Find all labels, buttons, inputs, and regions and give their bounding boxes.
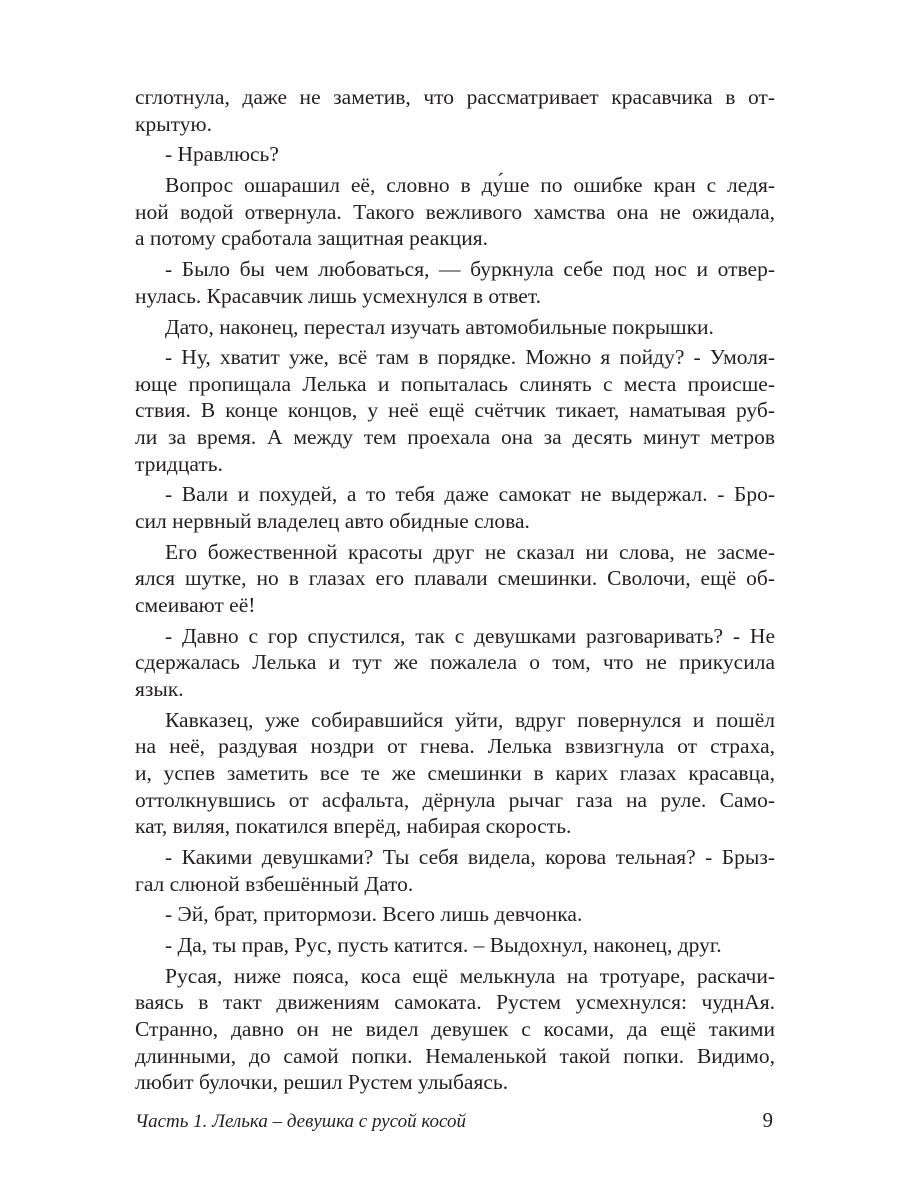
paragraph (135, 344, 775, 477)
text-line: Вопрос ошарашил её, словно в ду́ше по ошибке кран с ледя- (165, 173, 775, 198)
text-line: язык. (135, 676, 184, 701)
text-line: Кавказец, уже собиравшийся уйти, вдруг повернулся и пошёл (165, 707, 775, 732)
text-line: а потому сработала защитная реакция. (135, 226, 488, 251)
paragraph (135, 932, 775, 959)
paragraph (135, 963, 775, 1096)
paragraph (135, 844, 775, 897)
text-line: - Вали и похудей, а то тебя даже самокат не выдержал. - Бро- (165, 482, 775, 507)
text-line: и, успев заметить все те же смешинки в карих глазах красавца, (135, 760, 775, 785)
text-line: юще пропищала Лелька и попыталась слинять с места происше- (135, 371, 775, 396)
text-line: смеивают её! (135, 593, 256, 617)
text-line: нулась. Красавчик лишь усмехнулся в ответ. (135, 283, 541, 308)
text-line: - Какими девушками? Ты себя видела, корова тельная? - Брыз- (165, 844, 775, 869)
text-line: ной водой отвернула. Такого вежливого хамства она не ожидала, (135, 199, 775, 224)
page-number: 9 (762, 1108, 773, 1132)
body-text (135, 84, 775, 1100)
text-line: - Нравлюсь? (165, 142, 279, 167)
page-footer (135, 1108, 773, 1133)
text-line: кат, виляя, покатился вперёд, набирая скорость. (135, 814, 572, 839)
text-line: любит булочки, решил Рустем улыбаясь. (135, 1070, 509, 1095)
text-line: - Было бы чем любоваться, — буркнула себе под нос и отвер- (165, 257, 775, 282)
text-line: гал слюной взбешённый Дато. (135, 871, 414, 896)
text-line: оттолкнувшись от асфальта, дёрнула рычаг газа на руле. Само- (135, 787, 775, 812)
text-line: сдержалась Лелька и тут же пожалела о том, что не прикусила (135, 650, 775, 675)
paragraph (135, 84, 775, 137)
text-line: длинными, до самой попки. Немаленькой такой попки. Видимо, (135, 1043, 775, 1068)
paragraph (135, 539, 775, 619)
paragraph (135, 172, 775, 252)
text-line: - Ну, хватит уже, всё там в порядке. Можно я пойду? - Умоля- (165, 345, 775, 370)
paragraph (135, 141, 775, 168)
text-line: - Давно с гор спустился, так с девушками разговаривать? - Не (165, 623, 775, 648)
text-line: Русая, ниже пояса, коса ещё мелькнула на тротуаре, раскачи- (165, 963, 775, 988)
paragraph (135, 901, 775, 928)
paragraph (135, 481, 775, 534)
text-line: - Да, ты прав, Рус, пусть катится. – Выдохнул, наконец, друг. (165, 933, 722, 958)
running-title: Часть 1. Лелька – девушка с русой косой (135, 1111, 466, 1132)
text-line: ли за время. А между тем проехала она за десять минут метров (135, 425, 775, 450)
text-line: Дато, наконец, перестал изучать автомобильные покрышки. (165, 314, 714, 339)
text-line: сил нервный владелец авто обидные слова. (135, 509, 530, 534)
paragraph (135, 314, 775, 341)
paragraph (135, 623, 775, 703)
paragraph (135, 707, 775, 840)
text-line: сглотнула, даже не заметив, что рассматривает красавчика в от- (135, 85, 775, 109)
text-line: - Эй, брат, притормози. Всего лишь девчонка. (165, 902, 583, 927)
text-line: крытую. (135, 111, 212, 136)
paragraph (135, 256, 775, 309)
text-line: ваясь в такт движениям самоката. Рустем усмехнулся: чуднАя. (135, 990, 775, 1015)
text-line: ствия. В конце концов, у неё ещё счётчик тикает, наматывая руб- (135, 398, 775, 423)
text-line: тридцать. (135, 451, 223, 476)
text-line: ялся шутке, но в глазах его плавали смешинки. Сволочи, ещё об- (135, 566, 775, 591)
text-line: Его божественной красоты друг не сказал ни слова, не засме- (165, 539, 775, 564)
text-line: на неё, раздувая ноздри от гнева. Лелька взвизгнула от страха, (135, 734, 775, 759)
text-line: Странно, давно он не видел девушек с косами, да ещё такими (135, 1017, 775, 1042)
